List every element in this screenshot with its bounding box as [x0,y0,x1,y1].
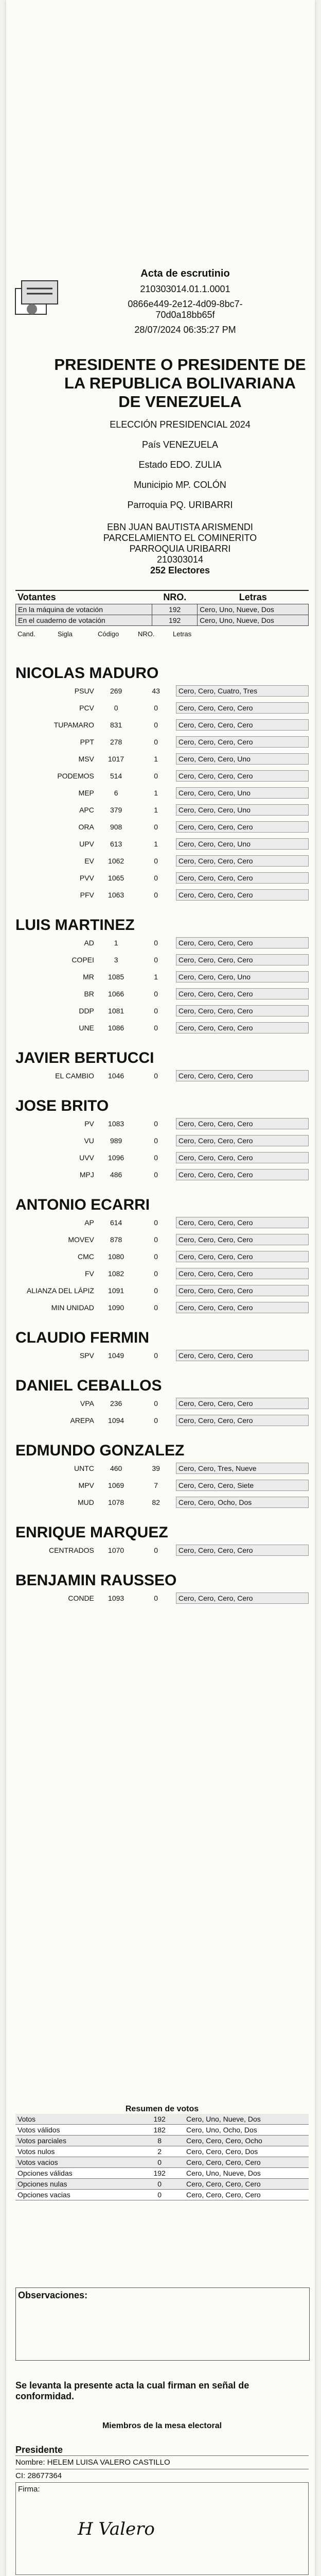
party-votes: 1 [154,754,158,763]
party-sigla: MEP [78,788,94,797]
party-sigla: CMC [78,1252,94,1261]
votantes-row-letras: Cero, Uno, Nueve, Dos [197,604,308,615]
candidate-block [15,917,309,1036]
acta-hash-1: 0866e449-2e12-4d09-8bc7- [128,299,243,309]
party-code: 1093 [108,1594,124,1602]
party-code: 1066 [108,989,124,998]
candidate-name: NICOLAS MADURO [15,665,159,682]
candidate-party-row [15,699,309,716]
resumen-letras: Cero, Cero, Cero, Cero [186,2180,261,2188]
party-votes-letters: Cero, Cero, Cero, Cero [176,1070,309,1081]
resumen-nro: 0 [157,2180,162,2188]
candidate-party-row [15,985,309,1002]
resumen-letras: Cero, Uno, Ocho, Dos [186,2126,257,2134]
candidate-party-row [15,869,309,886]
resumen-letras: Cero, Cero, Cero, Cero [186,2158,261,2166]
candidate-block [15,1524,309,1558]
party-votes-letters: Cero, Cero, Cero, Cero [176,954,309,965]
candidate-name: ENRIQUE MARQUEZ [15,1524,168,1541]
resumen-label: Votos parciales [17,2137,66,2145]
party-sigla: VPA [80,1399,94,1408]
candidate-name: JAVIER BERTUCCI [15,1049,154,1066]
party-votes-letters: Cero, Cero, Cero, Cero [176,937,309,948]
resumen-label: Opciones válidas [17,2169,73,2177]
resumen-nro: 8 [157,2137,162,2145]
cne-logo [11,278,68,325]
party-sigla: MOVEV [68,1235,94,1244]
candidate-party-row [15,767,309,784]
party-sigla: EL CAMBIO [55,1071,94,1080]
party-code: 1062 [108,856,124,865]
center-name-1: EBN JUAN BAUTISTA ARISMENDI [107,522,253,532]
candidate-party-row [15,1412,309,1429]
candidate-party-row [15,801,309,818]
party-code: 614 [110,1218,122,1227]
votantes-row-label: En la máquina de votación [18,605,103,614]
party-sigla: AREPA [70,1416,94,1425]
resumen-nro: 182 [153,2126,166,2134]
resumen-label: Votos nulos [17,2147,55,2156]
party-votes: 0 [154,1119,158,1128]
resumen-nro: 0 [157,2158,162,2166]
party-votes: 0 [154,1218,158,1227]
resumen-letras: Cero, Uno, Nueve, Dos [186,2169,261,2177]
party-sigla: MPV [78,1481,94,1489]
resumen-nro: 0 [157,2191,162,2199]
election-title: PRESIDENTE O PRESIDENTE DE LA REPUBLICA BOLIVARIANA DE VENEZUELA [54,355,306,411]
party-code: 278 [110,737,122,746]
party-code: 460 [110,1464,122,1472]
resumen-row [15,2146,309,2157]
party-code: 831 [110,720,122,729]
member-role: Presidente [15,2445,63,2455]
party-sigla: MPJ [79,1170,94,1179]
candidates-section [15,665,309,1620]
resumen-row [15,2125,309,2136]
party-votes-letters: Cero, Cero, Cero, Cero [176,1152,309,1163]
col-nro: NRO. [138,630,155,638]
election-name: ELECCIÓN PRESIDENCIAL 2024 [110,419,251,430]
party-sigla: PV [84,1119,94,1128]
party-votes-letters: Cero, Cero, Cuatro, Tres [176,685,309,697]
resumen-nro: 2 [157,2147,162,2156]
candidate-party-row [15,886,309,903]
party-votes-letters: Cero, Cero, Cero, Cero [176,1415,309,1426]
party-votes: 0 [154,1303,158,1312]
country: País VENEZUELA [141,439,219,450]
party-votes: 0 [154,1286,158,1295]
mesa-title: Miembros de la mesa electoral [102,2421,222,2430]
party-votes: 1 [154,972,158,981]
party-code: 1091 [108,1286,124,1295]
party-votes: 0 [154,737,158,746]
candidate-party-row [15,716,309,733]
party-code: 486 [110,1170,122,1179]
party-code: 1049 [108,1351,124,1360]
candidate-block [15,1097,309,1183]
party-votes-letters: Cero, Cero, Cero, Uno [176,753,309,765]
party-votes-letters: Cero, Cero, Cero, Cero [176,1302,309,1313]
party-votes-letters: Cero, Cero, Cero, Cero [176,1022,309,1033]
party-sigla: UPV [79,839,94,848]
resumen-label: Opciones nulas [17,2180,67,2188]
members-section [15,2445,309,2576]
party-votes-letters: Cero, Cero, Cero, Cero [176,770,309,782]
votantes-table [15,590,309,639]
party-votes-letters: Cero, Cero, Cero, Cero [176,1350,309,1361]
party-sigla: MSV [78,754,94,763]
resumen-row [15,2157,309,2168]
firma-label: Firma: [18,2485,40,2494]
resumen-nro: 192 [153,2115,166,2123]
candidate-block [15,1049,309,1084]
party-votes-letters: Cero, Cero, Cero, Cero [176,1217,309,1228]
candidate-party-row [15,1149,309,1166]
candidate-name: CLAUDIO FERMIN [15,1329,149,1346]
resumen-title: Resumen de votos [125,2105,199,2113]
candidate-block [15,1442,309,1511]
party-sigla: CENTRADOS [48,1546,94,1554]
candidate-party-row [15,1541,309,1558]
candidate-party-row [15,951,309,968]
party-code: 1085 [108,972,124,981]
party-votes: 0 [154,938,158,947]
candidate-party-row [15,784,309,801]
party-votes: 0 [154,1546,158,1554]
party-sigla: EV [84,856,94,865]
center-code: 210303014 [156,554,204,565]
party-votes-letters: Cero, Cero, Cero, Cero [176,1118,309,1129]
resumen-letras: Cero, Cero, Cero, Ocho [186,2137,262,2145]
party-sigla: BR [84,989,94,998]
candidate-party-row [15,1589,309,1606]
party-votes-letters: Cero, Cero, Cero, Cero [176,1234,309,1245]
party-votes-letters: Cero, Cero, Cero, Cero [176,1398,309,1409]
party-votes: 0 [154,1399,158,1408]
party-votes: 0 [154,856,158,865]
party-votes: 0 [154,1351,158,1360]
party-sigla: PPT [80,737,94,746]
party-code: 1096 [108,1153,124,1162]
candidate-party-row [15,682,309,699]
party-code: 3 [114,955,118,964]
party-code: 1081 [108,1006,124,1015]
resumen-label: Votos [17,2115,36,2123]
candidate-party-row [15,968,309,985]
party-votes-letters: Cero, Cero, Cero, Cero [176,1285,309,1296]
votantes-row-nro: 192 [152,615,197,625]
party-code: 1063 [108,890,124,899]
party-votes: 0 [154,873,158,882]
party-code: 269 [110,686,122,695]
party-votes-letters: Cero, Cero, Cero, Cero [176,988,309,999]
party-sigla: UNE [79,1023,94,1032]
party-code: 1094 [108,1416,124,1425]
candidate-name: JOSE BRITO [15,1097,109,1114]
party-sigla: UNTC [74,1464,94,1472]
resumen-row [15,2114,309,2125]
party-sigla: ORA [78,822,94,831]
resumen-nro: 192 [153,2169,166,2177]
resumen-row [15,2179,309,2190]
party-votes-letters: Cero, Cero, Cero, Cero [176,1268,309,1279]
candidate-name: BENJAMIN RAUSSEO [15,1572,177,1589]
party-votes-letters: Cero, Cero, Cero, Cero [176,736,309,748]
party-code: 514 [110,771,122,780]
candidate-party-row [15,1067,309,1084]
party-code: 1082 [108,1269,124,1278]
party-code: 908 [110,822,122,831]
votantes-row-nro: 192 [152,604,197,615]
candidate-name: LUIS MARTINEZ [15,917,135,934]
candidate-party-row [15,934,309,951]
party-votes: 0 [154,1023,158,1032]
candidate-party-row [15,818,309,835]
observaciones-label: Observaciones: [18,2290,88,2300]
candidate-party-row [15,1132,309,1149]
party-code: 1065 [108,873,124,882]
party-sigla: DDP [79,1006,94,1015]
party-sigla: PSUV [74,686,94,695]
candidate-party-row [15,1019,309,1036]
party-sigla: APC [79,805,94,814]
votantes-letras-header: Letras [239,592,267,602]
party-code: 6 [114,788,118,797]
votantes-title: Votantes [17,592,56,602]
party-sigla: ALIANZA DEL LÁPIZ [26,1286,94,1295]
party-votes: 0 [154,989,158,998]
party-code: 1069 [108,1481,124,1489]
candidate-name: ANTONIO ECARRI [15,1196,150,1213]
party-sigla: CONDE [68,1594,94,1602]
party-votes: 0 [154,1006,158,1015]
candidate-party-row [15,1494,309,1511]
closing-text: Se levanta la presente acta la cual firman en señal de conformidad. [15,2380,249,2401]
party-votes-letters: Cero, Cero, Ocho, Dos [176,1497,309,1508]
resumen-row [15,2136,309,2146]
party-sigla: AD [84,938,94,947]
acta-code: 210303014.01.1.0001 [140,284,230,294]
municipality: Municipio MP. COLÓN [134,480,226,490]
party-votes-letters: Cero, Cero, Cero, Cero [176,821,309,833]
acta-hash-2: 70d0a18bb65f [155,310,215,320]
candidate-block [15,1196,309,1316]
party-votes: 1 [154,788,158,797]
center-name-3: PARROQUIA URIBARRI [129,544,231,554]
party-sigla: PCV [79,703,94,712]
candidate-party-row [15,1282,309,1299]
candidate-party-row [15,1248,309,1265]
party-code: 878 [110,1235,122,1244]
candidate-party-row [15,1214,309,1231]
candidate-party-row [15,1460,309,1477]
party-sigla: VU [84,1136,94,1145]
party-sigla: COPEI [72,955,94,964]
party-votes: 0 [154,890,158,899]
party-code: 1090 [108,1303,124,1312]
candidate-block [15,665,309,903]
member-signature-box [15,2482,309,2575]
party-votes: 43 [152,686,160,695]
candidate-party-row [15,750,309,767]
col-codigo: Código [98,630,119,638]
party-votes: 0 [154,1252,158,1261]
party-code: 613 [110,839,122,848]
party-votes: 0 [154,1269,158,1278]
candidate-party-row [15,1002,309,1019]
party-code: 1 [114,938,118,947]
candidate-party-row [15,1265,309,1282]
party-code: 379 [110,805,122,814]
votantes-nro-header: NRO. [163,592,187,602]
party-votes-letters: Cero, Cero, Cero, Uno [176,787,309,799]
party-votes: 7 [154,1481,158,1489]
candidate-party-row [15,1299,309,1316]
candidate-block [15,1329,309,1364]
party-votes: 0 [154,1416,158,1425]
party-votes-letters: Cero, Cero, Cero, Cero [176,1005,309,1016]
candidate-party-row [15,1231,309,1248]
candidate-party-row [15,852,309,869]
member-ci: CI: 28677364 [15,2469,309,2482]
party-code: 1080 [108,1252,124,1261]
state: Estado EDO. ZULIA [138,460,222,470]
party-code: 1083 [108,1119,124,1128]
party-code: 0 [114,703,118,712]
header-block [72,268,298,335]
party-sigla: MR [83,972,94,981]
party-votes: 0 [154,771,158,780]
party-sigla: PODEMOS [57,771,94,780]
party-votes: 0 [154,1170,158,1179]
party-sigla: TUPAMARO [53,720,94,729]
party-code: 1070 [108,1546,124,1554]
member-name: Nombre: HELEM LUISA VALERO CASTILLO [15,2455,309,2469]
votantes-row-label: En el cuaderno de votación [18,616,105,624]
candidate-name: DANIEL CEBALLOS [15,1377,162,1394]
col-letras: Letras [173,630,192,638]
observaciones-box [15,2287,310,2361]
party-votes: 0 [154,1136,158,1145]
party-votes: 0 [154,1594,158,1602]
party-votes-letters: Cero, Cero, Cero, Cero [176,889,309,901]
party-votes-letters: Cero, Cero, Cero, Siete [176,1480,309,1491]
party-code: 1017 [108,754,124,763]
party-votes-letters: Cero, Cero, Cero, Cero [176,719,309,731]
party-votes: 0 [154,720,158,729]
resumen-label: Votos válidos [17,2126,60,2134]
party-votes-letters: Cero, Cero, Cero, Cero [176,1251,309,1262]
party-votes: 0 [154,1071,158,1080]
candidate-party-row [15,1166,309,1183]
acta-title: Acta de escrutinio [140,268,230,279]
resumen-label: Votos vacios [17,2158,58,2166]
candidate-party-row [15,1115,309,1132]
resumen-label: Opciones vacias [17,2191,70,2199]
party-votes-letters: Cero, Cero, Cero, Cero [176,872,309,884]
election-block [51,355,309,576]
party-sigla: MUD [78,1498,94,1506]
party-votes: 0 [154,1153,158,1162]
candidate-party-row [15,1347,309,1364]
resumen-row [15,2168,309,2179]
party-votes: 0 [154,703,158,712]
col-cand: Cand. [17,630,35,638]
party-sigla: UVV [79,1153,94,1162]
party-votes: 1 [154,839,158,848]
party-sigla: MIN UNIDAD [51,1303,94,1312]
party-sigla: PVV [79,873,94,882]
party-votes-letters: Cero, Cero, Cero, Cero [176,1592,309,1604]
party-sigla: AP [84,1218,94,1227]
resumen-section [15,2105,309,2200]
party-sigla: PFV [80,890,94,899]
party-votes-letters: Cero, Cero, Cero, Uno [176,971,309,982]
party-code: 1086 [108,1023,124,1032]
acta-datetime: 28/07/2024 06:35:27 PM [134,325,236,335]
center-name-2: PARCELAMIENTO EL COMINERITO [103,533,257,543]
party-votes: 0 [154,1235,158,1244]
resumen-letras: Cero, Uno, Nueve, Dos [186,2115,261,2123]
party-code: 1046 [108,1071,124,1080]
party-votes: 82 [152,1498,160,1506]
party-votes: 39 [152,1464,160,1472]
parish: Parroquia PQ. URIBARRI [127,500,233,510]
candidate-party-row [15,1477,309,1494]
votantes-row-letras: Cero, Uno, Nueve, Dos [197,615,308,625]
party-votes-letters: Cero, Cero, Cero, Cero [176,1545,309,1556]
resumen-letras: Cero, Cero, Cero, Cero [186,2191,261,2199]
col-sigla: Sigla [58,630,73,638]
party-votes: 0 [154,955,158,964]
party-votes: 1 [154,805,158,814]
party-votes-letters: Cero, Cero, Cero, Cero [176,1135,309,1146]
handwritten-signature: H Valero [78,2519,155,2539]
party-votes-letters: Cero, Cero, Tres, Nueve [176,1463,309,1474]
party-votes-letters: Cero, Cero, Cero, Uno [176,838,309,850]
candidate-party-row [15,733,309,750]
party-votes: 0 [154,822,158,831]
party-code: 1078 [108,1498,124,1506]
resumen-row [15,2190,309,2200]
candidate-name: EDMUNDO GONZALEZ [15,1442,185,1459]
member-block [15,2445,309,2576]
candidate-party-row [15,835,309,852]
party-sigla: FV [85,1269,94,1278]
party-sigla: SPV [79,1351,94,1360]
party-code: 989 [110,1136,122,1145]
candidate-block [15,1377,309,1429]
candidate-party-row [15,1395,309,1412]
party-votes-letters: Cero, Cero, Cero, Cero [176,855,309,867]
candidate-block [15,1572,309,1606]
resumen-table [15,2114,309,2200]
party-votes-letters: Cero, Cero, Cero, Cero [176,1169,309,1180]
voters-count: 252 Electores [150,565,210,575]
party-votes-letters: Cero, Cero, Cero, Uno [176,804,309,816]
resumen-letras: Cero, Cero, Cero, Dos [186,2147,258,2156]
party-votes-letters: Cero, Cero, Cero, Cero [176,702,309,714]
party-code: 236 [110,1399,122,1408]
